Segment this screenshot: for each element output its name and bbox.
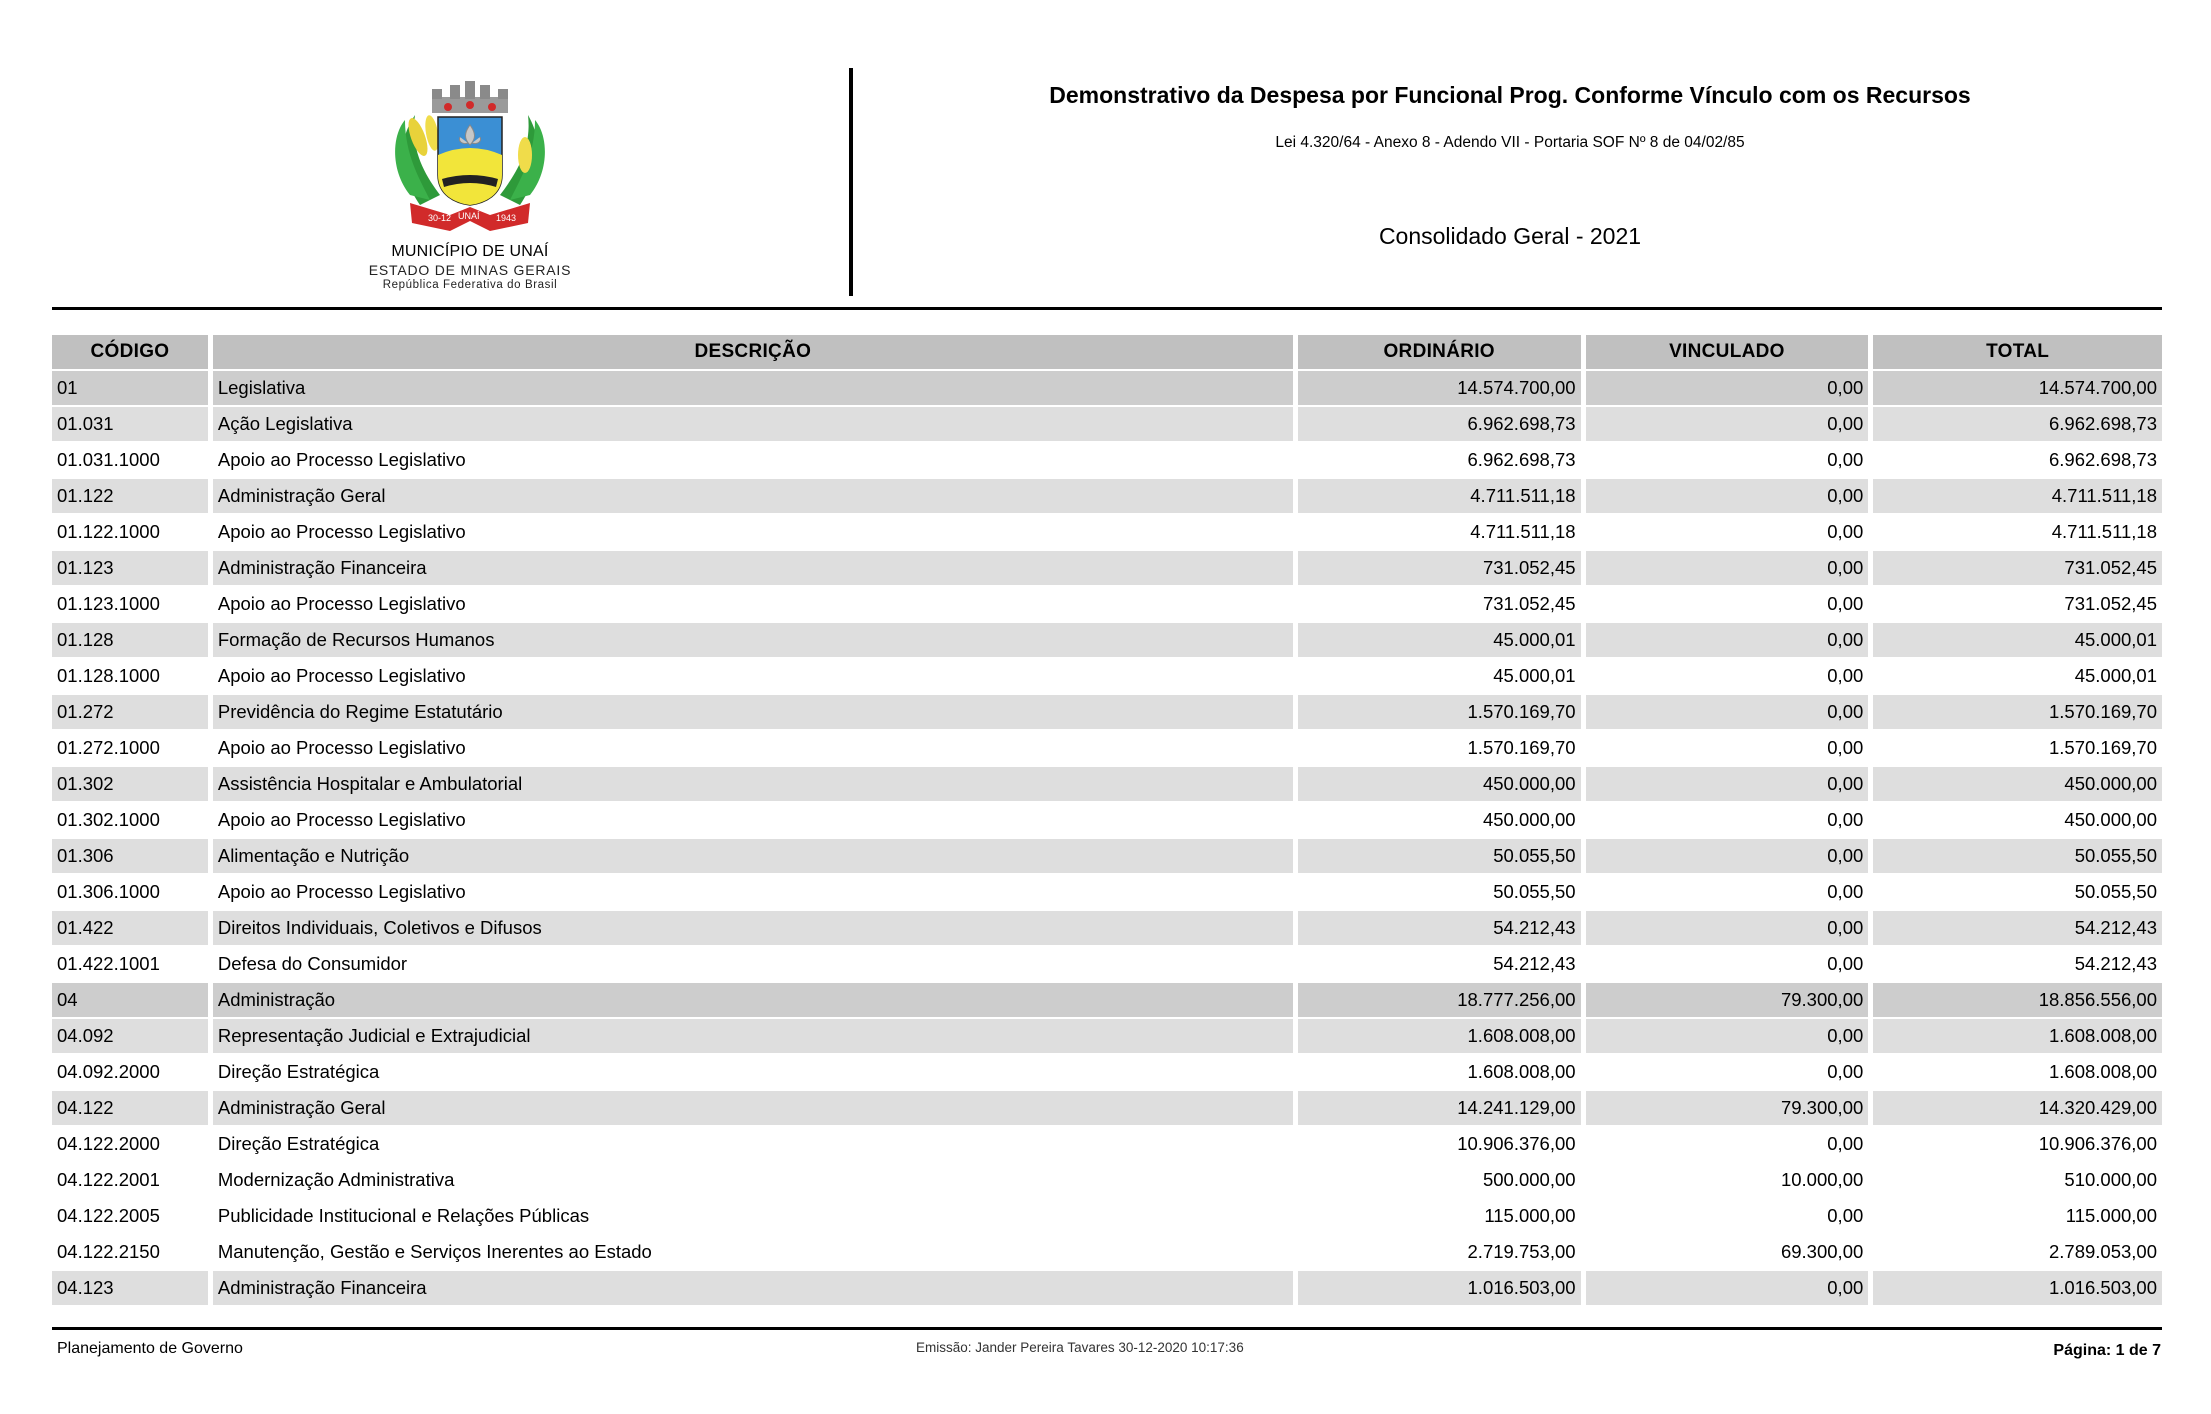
cell-vinculado: 0,00 bbox=[1586, 1019, 1869, 1055]
header-bottom-divider bbox=[52, 307, 2162, 310]
cell-code: 04.122.2005 bbox=[52, 1199, 208, 1235]
cell-ordinario: 1.608.008,00 bbox=[1298, 1055, 1581, 1091]
cell-total: 4.711.511,18 bbox=[1873, 515, 2162, 551]
column-header-total: TOTAL bbox=[1873, 335, 2162, 371]
table-row bbox=[52, 587, 2162, 623]
cell-description: Apoio ao Processo Legislativo bbox=[213, 875, 1293, 911]
cell-code: 01.422 bbox=[52, 911, 208, 947]
cell-vinculado: 0,00 bbox=[1586, 767, 1869, 803]
cell-description: Administração Financeira bbox=[213, 1271, 1293, 1307]
table-row bbox=[52, 407, 2162, 443]
table-row bbox=[52, 515, 2162, 551]
cell-ordinario: 6.962.698,73 bbox=[1298, 443, 1581, 479]
cell-description: Ação Legislativa bbox=[213, 407, 1293, 443]
cell-vinculado: 0,00 bbox=[1586, 1127, 1869, 1163]
cell-vinculado: 0,00 bbox=[1586, 803, 1869, 839]
cell-total: 50.055,50 bbox=[1873, 839, 2162, 875]
cell-ordinario: 1.570.169,70 bbox=[1298, 731, 1581, 767]
table-body bbox=[52, 371, 2162, 1307]
table-row bbox=[52, 623, 2162, 659]
cell-code: 04.122.2150 bbox=[52, 1235, 208, 1271]
cell-description: Alimentação e Nutrição bbox=[213, 839, 1293, 875]
crest-ribbon-center: UNAÍ bbox=[458, 211, 480, 221]
cell-ordinario: 45.000,01 bbox=[1298, 623, 1581, 659]
cell-vinculado: 0,00 bbox=[1586, 1271, 1869, 1307]
cell-description: Apoio ao Processo Legislativo bbox=[213, 443, 1293, 479]
cell-code: 01.122.1000 bbox=[52, 515, 208, 551]
table-row bbox=[52, 1019, 2162, 1055]
table-row bbox=[52, 1271, 2162, 1307]
cell-total: 6.962.698,73 bbox=[1873, 443, 2162, 479]
table-row bbox=[52, 839, 2162, 875]
cell-ordinario: 14.241.129,00 bbox=[1298, 1091, 1581, 1127]
cell-vinculado: 0,00 bbox=[1586, 875, 1869, 911]
cell-ordinario: 10.906.376,00 bbox=[1298, 1127, 1581, 1163]
column-header-vinculado: VINCULADO bbox=[1586, 335, 1869, 371]
cell-description: Apoio ao Processo Legislativo bbox=[213, 731, 1293, 767]
cell-code: 01.272.1000 bbox=[52, 731, 208, 767]
table-row bbox=[52, 983, 2162, 1019]
report-subtitle: Lei 4.320/64 - Anexo 8 - Adendo VII - Portaria SOF Nº 8 de 04/02/85 bbox=[1275, 134, 1745, 151]
cell-total: 50.055,50 bbox=[1873, 875, 2162, 911]
table-row bbox=[52, 947, 2162, 983]
cell-vinculado: 10.000,00 bbox=[1586, 1163, 1869, 1199]
cell-description: Formação de Recursos Humanos bbox=[213, 623, 1293, 659]
cell-code: 01.422.1001 bbox=[52, 947, 208, 983]
cell-description: Representação Judicial e Extrajudicial bbox=[213, 1019, 1293, 1055]
cell-code: 01.306.1000 bbox=[52, 875, 208, 911]
table-row bbox=[52, 803, 2162, 839]
cell-description: Manutenção, Gestão e Serviços Inerentes ao Estado bbox=[213, 1235, 1293, 1271]
cell-vinculado: 0,00 bbox=[1586, 371, 1869, 407]
cell-description: Administração Financeira bbox=[213, 551, 1293, 587]
cell-description: Defesa do Consumidor bbox=[213, 947, 1293, 983]
table-row bbox=[52, 1091, 2162, 1127]
cell-total: 450.000,00 bbox=[1873, 803, 2162, 839]
cell-vinculado: 0,00 bbox=[1586, 1199, 1869, 1235]
expense-table bbox=[52, 335, 2162, 1307]
column-header-descricao: DESCRIÇÃO bbox=[213, 335, 1293, 371]
cell-description: Administração Geral bbox=[213, 479, 1293, 515]
footer-emission: Emissão: Jander Pereira Tavares 30-12-2020 10:17:36 bbox=[916, 1340, 1244, 1355]
cell-total: 1.016.503,00 bbox=[1873, 1271, 2162, 1307]
cell-description: Apoio ao Processo Legislativo bbox=[213, 587, 1293, 623]
cell-ordinario: 1.570.169,70 bbox=[1298, 695, 1581, 731]
cell-description: Previdência do Regime Estatutário bbox=[213, 695, 1293, 731]
table-row bbox=[52, 695, 2162, 731]
cell-total: 1.570.169,70 bbox=[1873, 695, 2162, 731]
state-name: ESTADO DE MINAS GERAIS bbox=[368, 262, 572, 278]
cell-code: 04 bbox=[52, 983, 208, 1019]
cell-vinculado: 69.300,00 bbox=[1586, 1235, 1869, 1271]
cell-vinculado: 0,00 bbox=[1586, 515, 1869, 551]
cell-total: 45.000,01 bbox=[1873, 623, 2162, 659]
cell-ordinario: 500.000,00 bbox=[1298, 1163, 1581, 1199]
cell-code: 01 bbox=[52, 371, 208, 407]
cell-description: Direção Estratégica bbox=[213, 1127, 1293, 1163]
cell-ordinario: 50.055,50 bbox=[1298, 839, 1581, 875]
table-row bbox=[52, 1235, 2162, 1271]
cell-total: 731.052,45 bbox=[1873, 551, 2162, 587]
footer-page-number: Página: 1 de 7 bbox=[2053, 1342, 2161, 1359]
cell-vinculado: 0,00 bbox=[1586, 659, 1869, 695]
table-row bbox=[52, 659, 2162, 695]
cell-description: Direção Estratégica bbox=[213, 1055, 1293, 1091]
cell-vinculado: 0,00 bbox=[1586, 911, 1869, 947]
cell-code: 01.122 bbox=[52, 479, 208, 515]
cell-code: 04.092.2000 bbox=[52, 1055, 208, 1091]
cell-code: 01.123.1000 bbox=[52, 587, 208, 623]
table-row bbox=[52, 911, 2162, 947]
column-header-codigo: CÓDIGO bbox=[52, 335, 208, 371]
table-row bbox=[52, 767, 2162, 803]
cell-description: Administração bbox=[213, 983, 1293, 1019]
cell-description: Apoio ao Processo Legislativo bbox=[213, 659, 1293, 695]
cell-ordinario: 18.777.256,00 bbox=[1298, 983, 1581, 1019]
cell-code: 01.272 bbox=[52, 695, 208, 731]
cell-code: 01.128.1000 bbox=[52, 659, 208, 695]
table-row bbox=[52, 1199, 2162, 1235]
cell-total: 1.570.169,70 bbox=[1873, 731, 2162, 767]
cell-ordinario: 2.719.753,00 bbox=[1298, 1235, 1581, 1271]
column-header-ordinario: ORDINÁRIO bbox=[1298, 335, 1581, 371]
crest-ribbon-left: 30-12 bbox=[428, 213, 452, 223]
cell-vinculado: 0,00 bbox=[1586, 551, 1869, 587]
cell-description: Apoio ao Processo Legislativo bbox=[213, 803, 1293, 839]
table-row bbox=[52, 875, 2162, 911]
cell-ordinario: 1.608.008,00 bbox=[1298, 1019, 1581, 1055]
cell-total: 510.000,00 bbox=[1873, 1163, 2162, 1199]
cell-ordinario: 14.574.700,00 bbox=[1298, 371, 1581, 407]
cell-code: 04.123 bbox=[52, 1271, 208, 1307]
cell-code: 01.306 bbox=[52, 839, 208, 875]
footer-department: Planejamento de Governo bbox=[57, 1340, 243, 1357]
cell-total: 14.574.700,00 bbox=[1873, 371, 2162, 407]
cell-total: 18.856.556,00 bbox=[1873, 983, 2162, 1019]
cell-code: 01.123 bbox=[52, 551, 208, 587]
cell-total: 450.000,00 bbox=[1873, 767, 2162, 803]
municipality-logo-block bbox=[330, 75, 610, 291]
cell-ordinario: 54.212,43 bbox=[1298, 947, 1581, 983]
cell-total: 1.608.008,00 bbox=[1873, 1055, 2162, 1091]
cell-description: Administração Geral bbox=[213, 1091, 1293, 1127]
cell-total: 115.000,00 bbox=[1873, 1199, 2162, 1235]
cell-ordinario: 4.711.511,18 bbox=[1298, 515, 1581, 551]
cell-vinculado: 0,00 bbox=[1586, 407, 1869, 443]
cell-description: Apoio ao Processo Legislativo bbox=[213, 515, 1293, 551]
municipal-crest-icon bbox=[380, 75, 560, 235]
cell-code: 04.122.2001 bbox=[52, 1163, 208, 1199]
cell-description: Legislativa bbox=[213, 371, 1293, 407]
cell-total: 1.608.008,00 bbox=[1873, 1019, 2162, 1055]
cell-total: 54.212,43 bbox=[1873, 947, 2162, 983]
cell-total: 731.052,45 bbox=[1873, 587, 2162, 623]
cell-vinculado: 0,00 bbox=[1586, 443, 1869, 479]
table-row bbox=[52, 371, 2162, 407]
cell-code: 01.031 bbox=[52, 407, 208, 443]
cell-total: 14.320.429,00 bbox=[1873, 1091, 2162, 1127]
table-row bbox=[52, 551, 2162, 587]
cell-code: 01.031.1000 bbox=[52, 443, 208, 479]
cell-total: 10.906.376,00 bbox=[1873, 1127, 2162, 1163]
cell-vinculado: 0,00 bbox=[1586, 587, 1869, 623]
cell-code: 01.302.1000 bbox=[52, 803, 208, 839]
cell-ordinario: 1.016.503,00 bbox=[1298, 1271, 1581, 1307]
cell-ordinario: 45.000,01 bbox=[1298, 659, 1581, 695]
cell-vinculado: 0,00 bbox=[1586, 623, 1869, 659]
cell-vinculado: 0,00 bbox=[1586, 731, 1869, 767]
republic-name: República Federativa do Brasil bbox=[382, 279, 558, 291]
table-row bbox=[52, 1163, 2162, 1199]
cell-ordinario: 4.711.511,18 bbox=[1298, 479, 1581, 515]
cell-vinculado: 79.300,00 bbox=[1586, 983, 1869, 1019]
cell-vinculado: 0,00 bbox=[1586, 1055, 1869, 1091]
crest-ribbon-right: 1943 bbox=[496, 213, 517, 223]
cell-ordinario: 115.000,00 bbox=[1298, 1199, 1581, 1235]
cell-ordinario: 6.962.698,73 bbox=[1298, 407, 1581, 443]
cell-vinculado: 79.300,00 bbox=[1586, 1091, 1869, 1127]
cell-code: 04.122.2000 bbox=[52, 1127, 208, 1163]
cell-total: 45.000,01 bbox=[1873, 659, 2162, 695]
report-scope: Consolidado Geral - 2021 bbox=[1378, 223, 1642, 249]
cell-code: 01.302 bbox=[52, 767, 208, 803]
footer-divider bbox=[52, 1327, 2162, 1330]
table-row bbox=[52, 443, 2162, 479]
cell-code: 01.128 bbox=[52, 623, 208, 659]
cell-total: 4.711.511,18 bbox=[1873, 479, 2162, 515]
report-title: Demonstrativo da Despesa por Funcional Prog. Conforme Vínculo com os Recursos bbox=[1049, 82, 1971, 108]
cell-vinculado: 0,00 bbox=[1586, 695, 1869, 731]
table-row bbox=[52, 479, 2162, 515]
cell-description: Direitos Individuais, Coletivos e Difusos bbox=[213, 911, 1293, 947]
cell-ordinario: 450.000,00 bbox=[1298, 767, 1581, 803]
cell-description: Modernização Administrativa bbox=[213, 1163, 1293, 1199]
cell-vinculado: 0,00 bbox=[1586, 947, 1869, 983]
cell-total: 54.212,43 bbox=[1873, 911, 2162, 947]
cell-ordinario: 450.000,00 bbox=[1298, 803, 1581, 839]
cell-vinculado: 0,00 bbox=[1586, 479, 1869, 515]
cell-description: Publicidade Institucional e Relações Públicas bbox=[213, 1199, 1293, 1235]
cell-ordinario: 731.052,45 bbox=[1298, 587, 1581, 623]
cell-code: 04.092 bbox=[52, 1019, 208, 1055]
cell-vinculado: 0,00 bbox=[1586, 839, 1869, 875]
table-header-row bbox=[52, 335, 2162, 371]
table-row bbox=[52, 731, 2162, 767]
cell-ordinario: 50.055,50 bbox=[1298, 875, 1581, 911]
table-row bbox=[52, 1055, 2162, 1091]
cell-code: 04.122 bbox=[52, 1091, 208, 1127]
header-vertical-divider bbox=[849, 68, 853, 296]
cell-total: 2.789.053,00 bbox=[1873, 1235, 2162, 1271]
table-row bbox=[52, 1127, 2162, 1163]
cell-ordinario: 731.052,45 bbox=[1298, 551, 1581, 587]
cell-total: 6.962.698,73 bbox=[1873, 407, 2162, 443]
cell-description: Assistência Hospitalar e Ambulatorial bbox=[213, 767, 1293, 803]
municipality-name: MUNICÍPIO DE UNAÍ bbox=[391, 243, 549, 260]
cell-ordinario: 54.212,43 bbox=[1298, 911, 1581, 947]
